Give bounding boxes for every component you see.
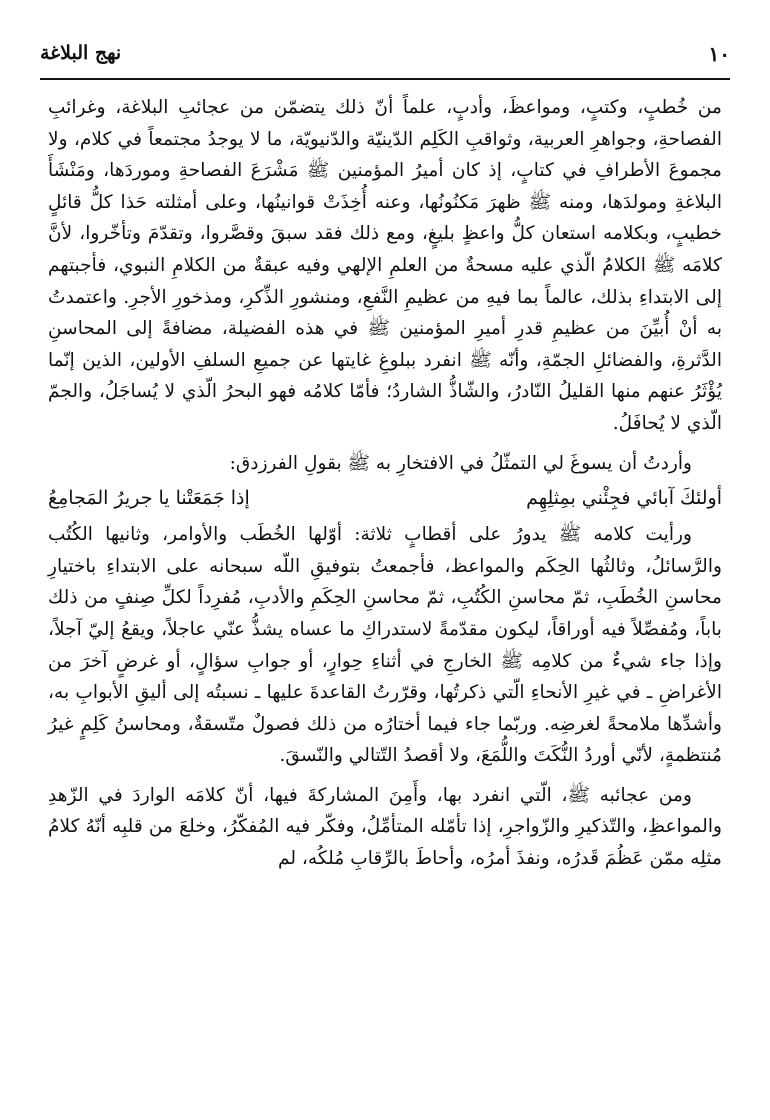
poetry-verse: [48, 481, 722, 515]
paragraph-3: ورأيت كلامه ﷺ يدورُ على أقطابٍ ثلاثة: أوّلها الخُطَب والأوامر، وثانيها الكُتُب والرَّسائلُ، وثالثُها الحِكَم والمواعظ، فأجمعتُ بتوفيقِ اللّه سبحانه على الابتداءِ باختيارِ محاسنِ الخُطَبِ، ثمّ محاسنِ الكُتُبِ، ثمّ محاسنِ الحِكَمِ والأدبِ، مُفرِداً لكلِّ صِنفٍ من ذلك باباً، ومُفصِّلاً فيه أوراقاً، ليكون مقدّمةً لاستدراكِ ما عساه يشذُّ عنّي عاجلاً، ويقعُ إليّ آجلاً، وإذا جاء شيءٌ من كلامِه ﷺ الخارجِ في أثناءِ حِوارٍ، أو جوابِ سؤالٍ، أو غرضٍ آخرَ من الأغراضِ ـ في غيرِ الأنحاءِ الّتي ذكرتُها، وقرّرتُ القاعدةَ عليها ـ نسبتُه إلى أليقِ الأبوابِ به، وأشدِّها ملامحةً لغرضِه. وربّما جاء فيما أختارُه من ذلك فصولٌ متّسقةٌ، ومحاسنُ كَلِمٍ غيرُ مُنتظمةٍ، لأنّي أوردُ النُّكَتَ واللُّمَعَ، ولا أقصدُ التّتالي والنّسقَ.: [48, 524, 722, 767]
verse-hemistich-1: أولئكَ آبائي فجِئْني بمِثلِهِم: [526, 487, 722, 510]
paragraph-1: من خُطبٍ، وكتبٍ، ومواعظَ، وأدبٍ، علماً أنّ ذلك يتضمّن من عجائبِ البلاغة، وغرائبِ الفصاحةِ، وجواهرِ العربية، وثواقبِ الكَلِم الدّينيّة والدّنيويّة، ما لا يوجدُ مجتمعاً في كلام، ولا مجموعَ الأطرافِ في كتابٍ، إذ كان أميرُ المؤمنين ﷺ مَشْرَعَ الفصاحةِ وموردَها، ومَنْشَأَ البلاغةِ ومولدَها، ومنه ﷺ ظهرَ مَكنُونُها، وعنه أُخِذَتْ قوانينُها، وعلى أمثلته حَذا كلُّ قائلٍ خطيبٍ، وبكلامه استعان كلُّ واعظٍ بليغٍ، ومع ذلك فقد سبقَ وقصَّروا، وتقدّمَ وتأخّروا، لأنَّ كلامَه ﷺ الكلامُ الّذي عليه مسحةٌ من العلمِ الإلهي وفيه عبقةٌ من الكلامِ النبوي، فأجبتهم إلى الابتداءِ بذلك، عالماً بما فيهِ من عظيمِ النَّفعِ، ومنشورِ الذِّكرِ، ومذخورِ الأجرِ. واعتمدتُ به أنْ أُبيِّنَ من عظيمِ قدرِ أميرِ المؤمنين ﷺ في هذه الفضيلة، مضافةً إلى المحاسنِ الدَّثرةِ، والفضائلِ الجمّةِ، وأنّه ﷺ انفرد ببلوغِ غايتها عن جميعِ السلفِ الأولين، الذين إنّما يُؤْثَرُ عنهم منها القليلُ النّادرُ، والشّاذُّ الشاردُ؛ فأمّا كلامُه فهو البحرُ الّذي لا يُساجَلُ، والجمّ الّذي لا يُحافَلُ.: [48, 97, 722, 434]
paragraph-4: ومن عجائبه ﷺ، الّتي انفرد بها، وأَمِنَ المشاركةَ فيها، أنّ كلامَه الواردَ في الزّهدِ والمواعظِ، والتّذكيرِ والزّواجرِ، إذا تأمّله المتأمِّلُ، وفكّر فيه المُفكّرُ، وخلعَ من قلبِه أنّهُ كلامُ مثلِه ممّن عَظُمَ قَدرُه، ونفذَ أمرُه، وأحاطَ بالرِّقابِ مُلكُه، لم: [48, 784, 722, 870]
header-rule: [40, 78, 730, 80]
paragraph-2: وأردتُ أن يسوغَ لي التمثّلُ في الافتخارِ به ﷺ بقولِ الفرزدق:: [229, 452, 692, 474]
verse-hemistich-2: إذا جَمَعَتْنا يا جريرُ المَجامِعُ: [48, 487, 250, 510]
page-number: ١٠: [708, 42, 730, 66]
page-body: [48, 92, 722, 875]
page-header: [40, 42, 730, 76]
running-title: نهج البلاغة: [40, 42, 122, 64]
